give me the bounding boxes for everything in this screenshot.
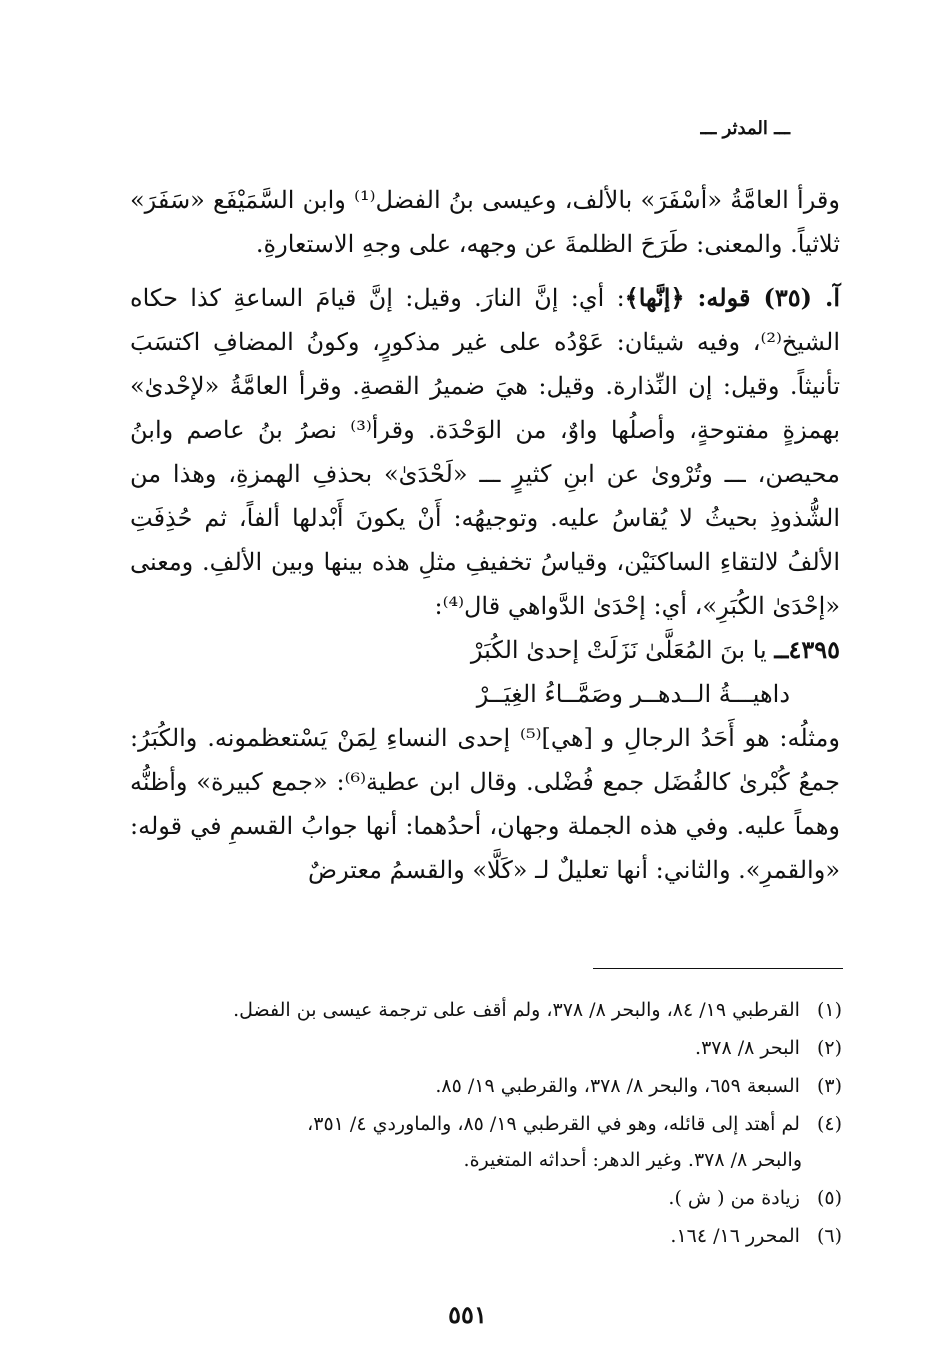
footnote-text: القرطبي ١٩/ ٨٤، والبحر ٨/ ٣٧٨، ولم أقف على ترجمة عيسى بن الفضل. — [233, 999, 800, 1021]
footnote-4 — [130, 1106, 842, 1178]
verse-heading: آ. (٣٥) قوله: ﴿إنَّها﴾ — [624, 283, 841, 312]
footnote-number: (٥) — [816, 1187, 842, 1209]
footnote-3 — [130, 1068, 842, 1104]
poem-hemistich-1: يا بنَ المُعَلَّىٰ نَزَلَتْ إحدىٰ الكُبَرْ — [470, 636, 767, 664]
footnote-text: المحرر ١٦/ ١٦٤. — [670, 1225, 800, 1247]
paragraph-1: وقرأ العامَّةُ «أسْفَرَ» بالألف، وعيسى بنُ الفضل⁽¹⁾ وابن السَّمَيْفَع «سَفَرَ» ثلاثياً. والمعنى: طَرَحَ الظلمةَ عن وجهه، على وجهِ الاستعارةِ. — [130, 186, 840, 258]
poem-number: ٤٣٩٥ــ — [774, 635, 840, 664]
paragraph-2 — [130, 276, 840, 628]
poem-line-1 — [130, 628, 840, 672]
footnote-number: (١) — [816, 999, 842, 1021]
footnote-number: (٢) — [816, 1037, 842, 1059]
footnote-text: لم أهتد إلى قائله، وهو في القرطبي ١٩/ ٨٥، والماوردي ٤/ ٣٥١، — [307, 1113, 800, 1135]
running-header: ـــ المدثر ـــ — [700, 118, 790, 139]
main-text — [130, 178, 840, 892]
footnote-1 — [130, 992, 842, 1028]
footnote-text: السبعة ٦٥٩، والبحر ٨/ ٣٧٨، والقرطبي ١٩/ ٨٥. — [435, 1075, 800, 1097]
poem-hemistich-2: داهيـــةُ الــدهــر وصَمَّــاءُ الغِيَــرْ — [476, 680, 790, 708]
footnote-continuation: والبحر ٨/ ٣٧٨. وغير الدهر: أحداثه المتغيرة. — [463, 1149, 802, 1171]
footnote-text: زيادة من ( ش ). — [668, 1187, 800, 1209]
footnote-5 — [130, 1180, 842, 1216]
paragraph-3: ومثلُه: هو أَحَدُ الرجالِ و [هي]⁽⁵⁾ إحدى النساءِ لِمَنْ يَسْتعظمونه. والكُبَرُ: جمعُ كُبْرىٰ كالفُضَل جمع فُضْلى. وقال ابن عطية⁽⁶⁾: «جمع كبيرة» وأظنُّه وهماً عليه. وفي هذه الجملة وجهان، أحدُهما: أنها جوابُ القسمِ في قوله: «والقمرِ». والثاني: أنها تعليلٌ لـ «كَلَّا» والقسمُ معترضٌ — [130, 724, 840, 884]
paragraph-2-text: : أي: إنَّ النارَ. وقيل: إنَّ قيامَ الساعةِ كذا حكاه الشيخ⁽²⁾، وفيه شيئان: عَوْدُه على غير مذكورٍ، وكونُ المضافِ اكتسَبَ تأنيثاً. وقيل: إن النِّذارة. وقيل: هيَ ضميرُ القصةِ. وقرأ العامَّةُ «لإحْدىٰ» بهمزةٍ مفتوحةٍ، وأصلُها واوٌ، من الوَحْدَة. وقرأ⁽³⁾ نصرُ بنُ عاصم وابنُ محيصن، ـــ وتُرْوىٰ عن ابنِ كثيرٍ ـــ «لَحْدَىٰ» بحذفِ الهمزةِ، وهذا من الشُّذوذِ بحيثُ لا يُقاسُ عليه. وتوجيهُه: أَنْ يكونَ أَبْدلها ألفاً، ثم حُذِفَتِ الألفُ لالتقاءِ الساكنَيْن، وقياسُ تخفيفِ مثلِ هذه بينها وبين الألفِ. ومعنى «إحْدَىٰ الكُبَرِ»، أي: إحْدَىٰ الدَّواهي قال⁽⁴⁾: — [130, 284, 840, 620]
footnote-number: (٣) — [816, 1075, 842, 1097]
footnote-2 — [130, 1030, 842, 1066]
footnote-divider — [593, 968, 843, 969]
footnote-number: (٦) — [816, 1225, 842, 1247]
footnote-number: (٤) — [816, 1113, 842, 1135]
footnote-text: البحر ٨/ ٣٧٨. — [695, 1037, 800, 1059]
page-number: ٥٥١ — [448, 1300, 487, 1329]
footnotes — [130, 992, 842, 1256]
footnote-6 — [130, 1218, 842, 1254]
